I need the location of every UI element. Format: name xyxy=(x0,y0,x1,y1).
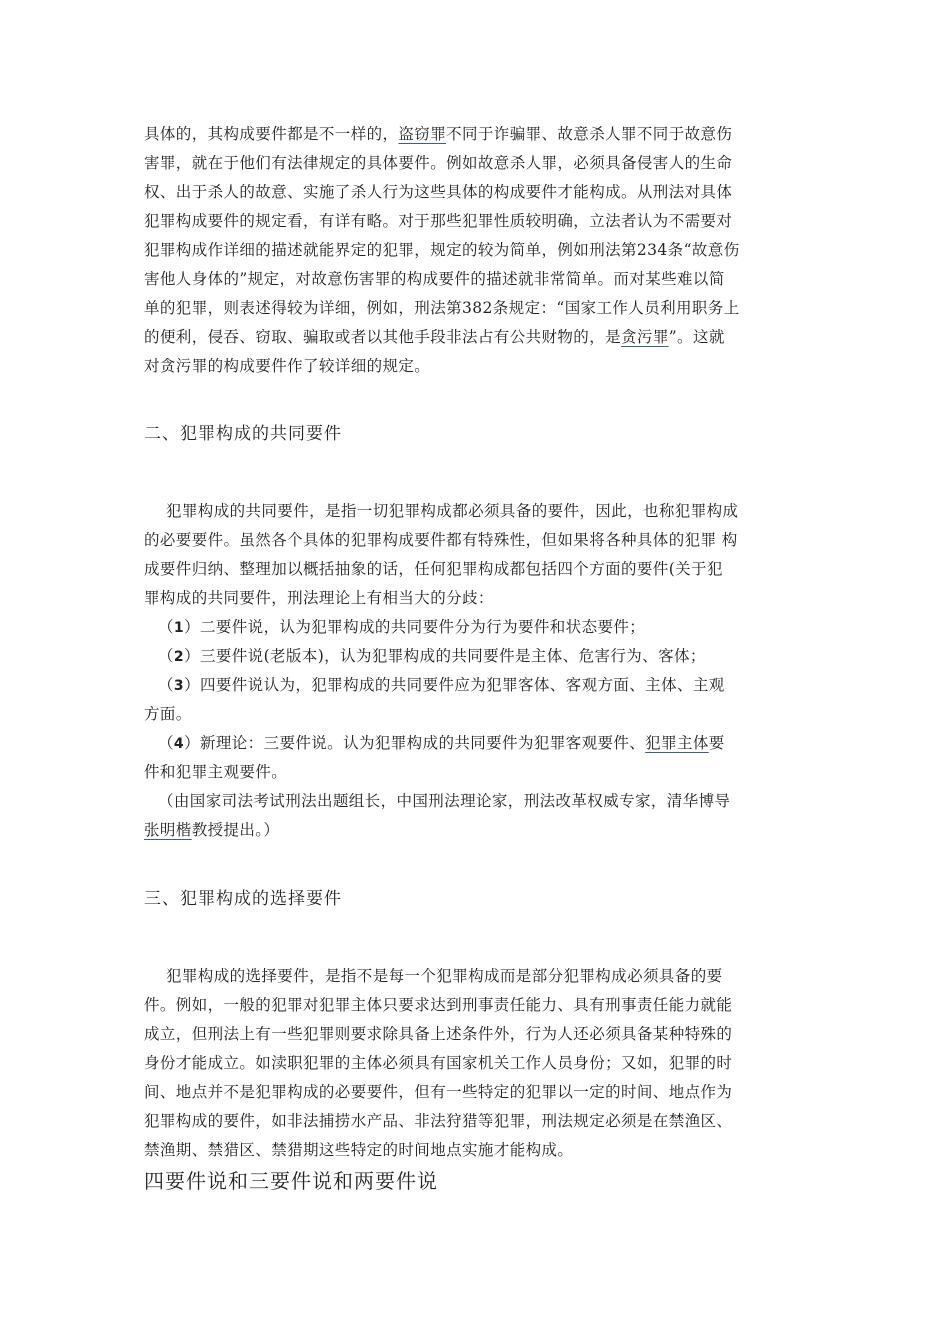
intro-paragraph xyxy=(144,120,810,381)
link-crime-subject[interactable]: 犯罪主体 xyxy=(645,734,709,752)
text-line: 成立，但刑法上有一些犯罪则要求除具备上述条件外，行为人还必须具备某种特殊的 xyxy=(144,1025,733,1043)
item-number: 3 xyxy=(173,678,185,694)
text-line: 犯罪构成的共同要件，是指一切犯罪构成都必须具备的要件，因此，也称犯罪构成 xyxy=(166,502,739,520)
item-number: 4 xyxy=(173,736,185,752)
text-line: 害罪，就在于他们有法律规定的具体要件。例如故意杀人罪，必须具备侵害人的生命 xyxy=(144,154,733,172)
text-span: 具体的，其构成要件都是不一样的， xyxy=(144,125,399,143)
text-line: 害他人身体的”规定，对故意伤害罪的构成要件的描述就非常简单。而对某些难以简 xyxy=(144,270,725,288)
text-span: 的便利，侵吞、窃取、骗取或者以其他手段非法占有公共财物的，是 xyxy=(144,328,622,346)
optional-elements-paragraph xyxy=(144,962,810,1165)
list-item xyxy=(144,613,810,642)
text-line: 件和犯罪主观要件。 xyxy=(144,763,288,781)
item-text: 新理论：三要件说。认为犯罪构成的共同要件为犯罪客观要件、 xyxy=(199,734,646,752)
list-item xyxy=(144,671,810,700)
link-zhang-mingkai[interactable]: 张明楷 xyxy=(144,821,192,839)
paren-close: ） xyxy=(184,734,200,752)
paren-close: ） xyxy=(184,647,200,665)
section-heading-common-elements: 二、犯罪构成的共同要件 xyxy=(144,424,342,444)
item-text: 三要件说(老版本)，认为犯罪构成的共同要件是主体、危害行为、客体； xyxy=(199,647,706,665)
paren-close: ） xyxy=(184,676,200,694)
text-line: （由国家司法考试刑法出题组长，中国刑法理论家，刑法改革权威专家，清华博导 xyxy=(158,792,731,810)
list-item xyxy=(144,642,810,671)
item-number: 2 xyxy=(173,649,185,665)
text-span: 要 xyxy=(708,734,725,752)
section-heading-theories: 四要件说和三要件说和两要件说 xyxy=(144,1169,438,1193)
paren-open: （ xyxy=(158,676,174,694)
paren-open: （ xyxy=(158,734,174,752)
text-line: 的必要要件。虽然各个具体的犯罪构成要件都有特殊性，但如果将各种具体的犯罪 构 xyxy=(144,531,738,549)
link-embezzlement-crime[interactable]: 贪污罪 xyxy=(621,328,669,346)
text-line xyxy=(144,816,810,845)
text-line: 犯罪构成的选择要件，是指不是每一个犯罪构成而是部分犯罪构成必须具备的要 xyxy=(166,967,723,985)
paren-close: ） xyxy=(184,618,200,636)
text-span: ”。这就 xyxy=(668,328,725,346)
list-item xyxy=(144,729,810,758)
text-line: 犯罪构成的要件，如非法捕捞水产品、非法狩猎等犯罪，刑法规定必须是在禁渔区、 xyxy=(144,1112,733,1130)
item-text: 四要件说认为，犯罪构成的共同要件应为犯罪客体、客观方面、主体、主观 xyxy=(199,676,725,694)
common-elements-paragraph xyxy=(144,497,810,845)
text-line: 间、地点并不是犯罪构成的必要要件，但有一些特定的犯罪以一定的时间、地点作为 xyxy=(144,1083,733,1101)
text-line: 对贪污罪的构成要件作了较详细的规定。 xyxy=(144,357,431,375)
text-line: 犯罪构成作详细的描述就能界定的犯罪，规定的较为简单，例如刑法第234条“故意伤 xyxy=(144,241,740,259)
text-line: 犯罪构成要件的规定看，有详有略。对于那些犯罪性质较明确，立法者认为不需要对 xyxy=(144,212,733,230)
text-line: 方面。 xyxy=(144,705,192,723)
text-line xyxy=(144,120,810,149)
item-text: 二要件说，认为犯罪构成的共同要件分为行为要件和状态要件； xyxy=(199,618,646,636)
text-line: 成要件归纳、整理加以概括抽象的话，任何犯罪构成都包括四个方面的要件(关于犯 xyxy=(144,560,723,578)
link-theft-crime[interactable]: 盗窃罪 xyxy=(398,125,447,143)
paren-open: （ xyxy=(158,618,174,636)
text-line: 罪构成的共同要件，刑法理论上有相当大的分歧： xyxy=(144,589,494,607)
text-span: 教授提出。） xyxy=(191,821,280,839)
section-heading-optional-elements: 三、犯罪构成的选择要件 xyxy=(144,889,342,909)
text-line: 权、出于杀人的故意、实施了杀人行为这些具体的构成要件才能构成。从刑法对具体 xyxy=(144,183,733,201)
text-span: 不同于诈骗罪、故意杀人罪不同于故意伤 xyxy=(446,125,733,143)
text-line: 身份才能成立。如渎职犯罪的主体必须具有国家机关工作人员身份；又如，犯罪的时 xyxy=(144,1054,733,1072)
paren-open: （ xyxy=(158,647,174,665)
text-line: 禁渔期、禁猎区、禁猎期这些特定的时间地点实施才能构成。 xyxy=(144,1141,574,1159)
item-number: 1 xyxy=(173,620,185,636)
text-line: 件。例如，一般的犯罪对犯罪主体只要求达到刑事责任能力、具有刑事责任能力就能 xyxy=(144,996,733,1014)
text-line xyxy=(144,323,810,352)
text-line: 单的犯罪，则表述得较为详细，例如，刑法第382条规定：“国家工作人员利用职务上 xyxy=(144,299,740,317)
